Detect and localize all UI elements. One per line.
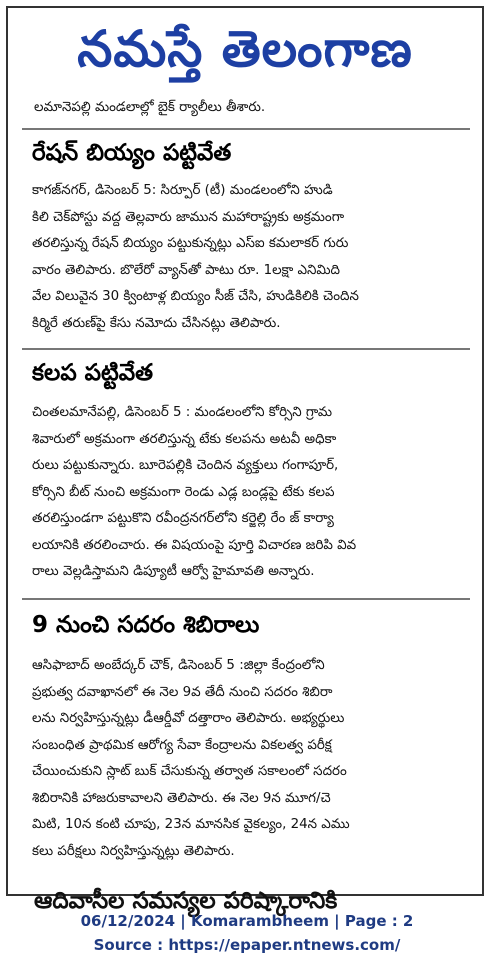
article-line: ఆసిఫాబాద్ అంబేద్కర్ చౌక్, డిసెంబర్ 5 :జిల్లా కేంద్రంలోని [32,658,325,673]
cut-off-headline [34,880,434,914]
footer-source: Source : https://epaper.ntnews.com/ [93,936,401,954]
footer-date-edition: 06/12/2024 | Komarambheem | Page : 2 [80,912,414,930]
article-line: శివారులో అక్రమంగా తరలిస్తున్న టేకు కలపను అటవీ అధికా [32,431,337,447]
headline-timber: కలప పట్టివేత [32,360,154,386]
article-line: చింతలమానేపల్లి, డిసెంబర్ 5 : మండలంలోని కోర్సిని గ్రామ [32,405,332,420]
lead-line: లమానెపల్లి మండలాల్లో బైక్ ర్యాలీలు తీశారు. [34,100,266,115]
article-line: రులు పట్టుకున్నారు. బూరెపల్లికి చెందిన వ్యక్తులు గంగాపూర్, [32,458,339,473]
masthead [8,8,482,96]
headline-ration-rice: రేషన్ బియ్యం పట్టివేత [32,140,232,166]
article-line: లయానికి తరలించారు. ఈ విషయంపై పూర్తి విచారణ జరిపి వివ [32,537,357,553]
article-line: వారం తెలిపారు. బొలేరో వ్యాన్‌తో పాటు రూ. 1లక్షా ఎనిమిది [32,262,340,278]
article-line: రాలు వెల్లడిస్తామని డిప్యూటీ ఆర్వో హైమావతి అన్నారు. [32,564,315,579]
article-line: వేల విలువైన 30 క్వింటాళ్ల బియ్యం సీజ్ చేసి, హుడికిలికి చెందిన [32,289,359,304]
article-line: చేయించుకుని స్లాట్ బుక్ చేసుకున్న తర్వాత సకాలంలో సదరం [32,764,347,779]
article-line: కిలి చెక్‌పోస్టు వద్ద తెల్లవారు జామున మహారాష్ట్రకు అక్రమంగా [32,209,345,225]
article-line: కలు పరీక్షలు నిర్వహిస్తున్నట్లు తెలిపారు. [32,843,235,859]
article-line: ప్రభుత్వ దవాఖానలో ఈ నెల 9వ తేదీ నుంచి సదరం శిబిరా [32,684,333,700]
article-line: లను నిర్వహిస్తున్నట్లు డీఆర్డీవో దత్తారాం తెలిపారు. అభ్యర్థులు [32,711,345,726]
headline-sadaram-camps: 9 నుంచి సదరం శిబిరాలు [32,612,260,638]
divider [22,598,470,600]
article-line: తరలిస్తుండగా పట్టుకొని రవీంద్రనగర్‌లోని కర్జెల్లి రేం జ్ కార్యా [32,511,334,526]
article-line: కాగజ్‌నగర్, డిసెంబర్ 5: సిర్పూర్ (టీ) మండలంలోని హుడి [32,183,333,198]
article-body-ration-rice [32,178,470,337]
masthead-title: నమస్తే తెలంగాణ [77,20,413,78]
article-body-sadaram-camps [32,653,470,865]
divider [22,128,470,130]
article-line: కోర్సిని బీట్ నుంచి అక్రమంగా రెండు ఎడ్ల బండ్లపై టేకు కలప [32,484,335,500]
article-line: కిర్మిరే తరుణ్‌పై కేసు నమోదు చేసినట్లు తెలిపారు. [32,315,281,331]
article-line: మిటి, 10న కంటి చూపు, 23న మానసిక వైకల్యం, 24న ఎము [32,817,350,832]
article-line: సంబంధిత ప్రాథమిక ఆరోగ్య సేవా కేంద్రాలను వికలత్వ పరీక్ష [32,737,332,753]
divider [22,348,470,350]
article-line: తరలిస్తున్న రేషన్ బియ్యం పట్టుకున్నట్లు ఎస్ఐ కమలాకర్ గురు [32,236,349,251]
article-line: శిబిరానికి హాజరుకావాలని తెలిపారు. ఈ నెల 9న మూగ/చె [32,790,331,806]
article-body-timber [32,400,470,586]
cut-headline-text: ఆదివాసీల సమస్యల పరిష్కారానికి [34,888,338,914]
newspaper-clipping [6,6,484,914]
